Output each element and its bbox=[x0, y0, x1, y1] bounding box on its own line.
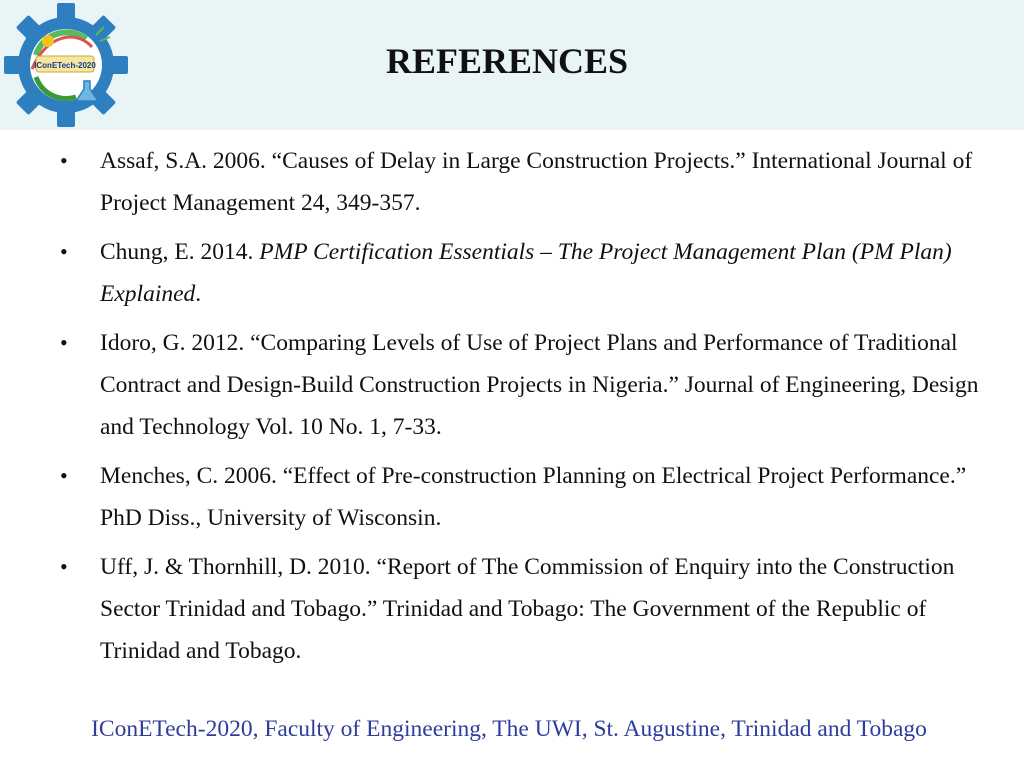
footer-text: IConETech-2020, Faculty of Engineering, The UWI, St. Augustine, Trinidad and Tobago bbox=[91, 716, 927, 742]
bullet: • bbox=[60, 148, 68, 173]
reference-text: Idoro, G. 2012. “Comparing Levels of Use of Project Plans and Performance of Traditional Contract and Design-Build Construction Projects in Nigeria.” Journal of Engineering, Design and Technology Vol. 10 No. 1, 7-33. bbox=[100, 330, 979, 440]
bullet: • bbox=[60, 330, 68, 355]
reference-title-italic: PMP Certification Essentials – The Project Management Plan (PM Plan) Explained bbox=[100, 239, 952, 307]
reference-item bbox=[60, 455, 980, 539]
reference-text: Assaf, S.A. 2006. “Causes of Delay in Large Construction Projects.” International Journal of Project Management 24, 349-357. bbox=[100, 148, 973, 216]
reference-item bbox=[60, 140, 980, 224]
page-title: REFERENCES bbox=[385, 41, 629, 81]
reference-text: Uff, J. & Thornhill, D. 2010. “Report of The Commission of Enquiry into the Construction Sector Trinidad and Tobago.” Trinidad and Tobago: The Government of the Republic of Trinidad and Tobago. bbox=[100, 554, 955, 664]
reference-suffix: . bbox=[195, 281, 202, 307]
reference-list bbox=[60, 140, 980, 679]
bullet: • bbox=[60, 239, 68, 264]
reference-text: Menches, C. 2006. “Effect of Pre-construction Planning on Electrical Project Performance.” PhD Diss., University of Wisconsin. bbox=[100, 463, 967, 531]
reference-item bbox=[60, 231, 980, 315]
reference-prefix: Chung, E. 2014. bbox=[100, 239, 260, 265]
bullet: • bbox=[60, 463, 68, 488]
reference-item bbox=[60, 322, 980, 448]
bullet: • bbox=[60, 554, 68, 579]
logo-text: IConETech-2020 bbox=[34, 61, 96, 70]
reference-item bbox=[60, 546, 980, 672]
